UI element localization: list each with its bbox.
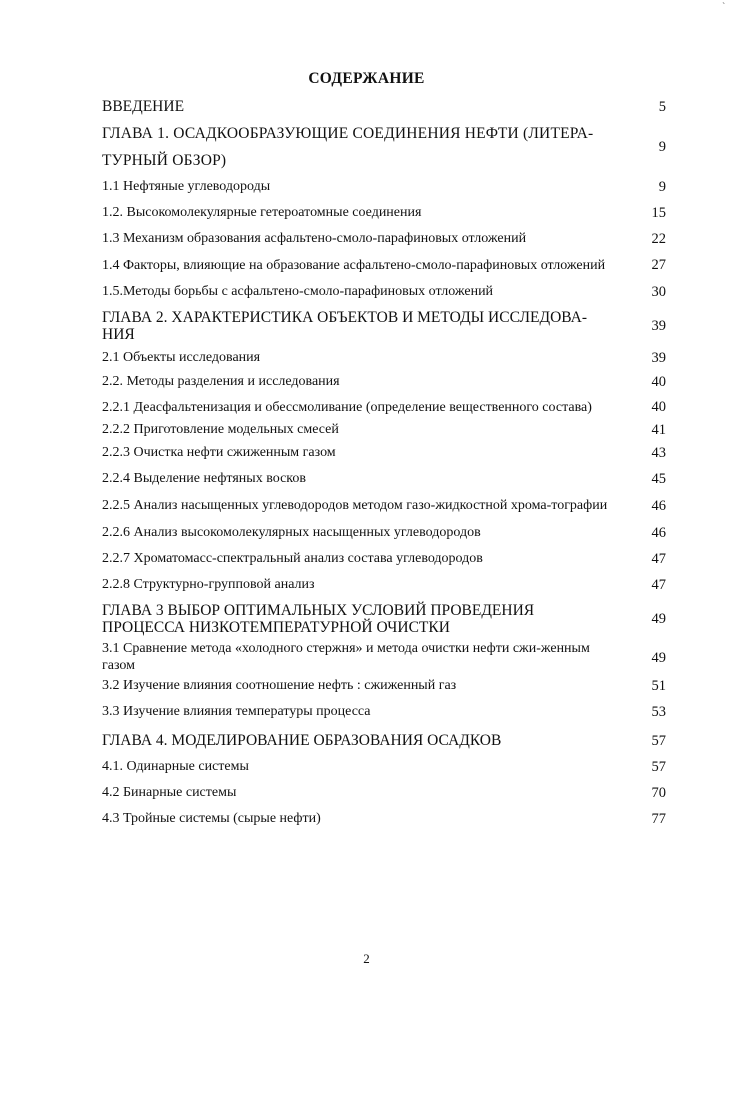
toc-entry-page: 43 [651,444,666,461]
toc-entry-page: 77 [651,810,666,827]
toc-entry-chapter-2 [102,305,668,347]
toc-entry-1-4 [102,252,668,279]
toc-entry-page: 22 [651,230,666,247]
toc-entry-page: 51 [651,677,666,694]
toc-entry-2-2-5 [102,492,668,520]
toc-entry-page: 9 [658,138,666,155]
toc-entry-page: 39 [651,317,666,334]
toc-entry-text: 4.2 Бинарные системы [102,785,237,800]
toc-entry-text: 2.2.2 Приготовление модельных смесей [102,422,339,437]
toc-entry-1-5 [102,279,668,305]
toc-entry-3-3 [102,696,668,728]
table-of-contents [102,94,668,832]
toc-entry-page: 57 [651,758,666,775]
toc-entry-text: 2.2.3 Очистка нефти сжиженным газом [102,445,336,460]
toc-entry-page: 15 [651,204,666,221]
toc-entry-1-1 [102,174,668,200]
toc-entry-2-2-7 [102,546,668,572]
toc-entry-page: 27 [651,257,666,273]
toc-entry-page: 45 [651,470,666,487]
toc-entry-4-1 [102,754,668,780]
toc-entry-2-2-3 [102,440,668,466]
toc-entry-text: ГЛАВА 1. ОСАДКООБРАЗУЮЩИЕ СОЕДИНЕНИЯ НЕФТИ (ЛИТЕРА-ТУРНЫЙ ОБЗОР) [102,125,594,169]
toc-entry-text: 2.2.5 Анализ насыщенных углеводородов методом газо-жидкостной хрома-тографии [102,498,608,513]
toc-entry-chapter-3 [102,598,668,640]
toc-entry-2-2-1 [102,395,668,420]
toc-entry-text: 4.3 Тройные системы (сырые нефти) [102,811,321,826]
toc-entry-2-1 [102,347,668,369]
toc-entry-page: 40 [651,373,666,390]
page-number: 2 [363,951,370,966]
toc-entry-page: 49 [651,610,666,627]
toc-entry-text: 1.5.Методы борьбы с асфальтено-смоло-парафиновых отложений [102,284,494,299]
toc-entry-page: 70 [651,784,666,801]
toc-entry-2-2-8 [102,572,668,598]
toc-entry-text: ГЛАВА 4. МОДЕЛИРОВАНИЕ ОБРАЗОВАНИЯ ОСАДКОВ [102,732,502,749]
toc-entry-4-2 [102,780,668,806]
toc-entry-text: 1.1 Нефтяные углеводороды [102,179,271,194]
toc-entry-page: 39 [651,349,666,366]
toc-entry-3-1 [102,640,668,676]
toc-entry-2-2 [102,369,668,395]
toc-entry-page: 47 [651,550,666,567]
corner-mark: ` [722,2,726,13]
toc-entry-text: 1.2. Высокомолекулярные гетероатомные соединения [102,205,422,220]
toc-entry-text: 3.1 Сравнение метода «холодного стержня» и метода очистки нефти сжи-женным газом [102,641,590,673]
toc-entry-page: 30 [651,283,666,300]
toc-entry-page: 40 [651,399,666,415]
toc-entry-chapter-4 [102,728,668,754]
toc-entry-page: 53 [651,703,666,720]
toc-entry-page: 9 [658,178,666,195]
toc-entry-1-3 [102,226,668,252]
toc-entry-page: 47 [651,576,666,593]
toc-entry-page: 46 [651,524,666,541]
toc-entry-introduction [102,94,668,120]
toc-entry-2-2-2 [102,420,668,440]
toc-entry-text: 3.3 Изучение влияния температуры процесса [102,704,371,719]
toc-entry-2-2-6 [102,520,668,546]
toc-entry-page: 41 [651,421,666,438]
document-title: СОДЕРЖАНИЕ [308,70,425,87]
toc-entry-1-2 [102,200,668,226]
toc-entry-page: 49 [651,649,666,666]
toc-entry-text: 2.2. Методы разделения и исследования [102,374,340,389]
toc-entry-text: ГЛАВА 3 ВЫБОР ОПТИМАЛЬНЫХ УСЛОВИЙ ПРОВЕДЕНИЯ ПРОЦЕССА НИЗКОТЕМПЕРАТУРНОЙ ОЧИСТКИ [102,602,535,636]
toc-entry-3-2 [102,676,668,696]
toc-entry-text: 2.2.6 Анализ высокомолекулярных насыщенных углеводородов [102,525,481,540]
toc-entry-text: 4.1. Одинарные системы [102,759,249,774]
toc-entry-chapter-1 [102,120,668,174]
toc-entry-text: ВВЕДЕНИЕ [102,98,185,115]
toc-entry-2-2-4 [102,466,668,492]
toc-entry-text: 3.2 Изучение влияния соотношение нефть : сжиженный газ [102,678,457,693]
toc-entry-text: 1.3 Механизм образования асфальтено-смоло-парафиновых отложений [102,231,527,246]
toc-entry-4-3 [102,806,668,832]
toc-entry-text: 2.2.4 Выделение нефтяных восков [102,471,306,486]
toc-entry-text: 2.2.7 Хроматомасс-спектральный анализ состава углеводородов [102,551,483,566]
toc-entry-text: ГЛАВА 2. ХАРАКТЕРИСТИКА ОБЪЕКТОВ И МЕТОДЫ ИССЛЕДОВА-НИЯ [102,309,587,343]
toc-entry-text: 2.1 Объекты исследования [102,350,261,365]
toc-entry-text: 2.2.1 Деасфальтенизация и обессмоливание (определение вещественного состава) [102,400,592,415]
toc-entry-page: 57 [651,732,666,749]
toc-entry-text: 2.2.8 Структурно-групповой анализ [102,577,315,592]
toc-entry-page: 5 [658,98,666,115]
toc-entry-text: 1.4 Факторы, влияющие на образование асфальтено-смоло-парафиновых отложений [102,258,606,273]
toc-entry-page: 46 [651,497,666,514]
